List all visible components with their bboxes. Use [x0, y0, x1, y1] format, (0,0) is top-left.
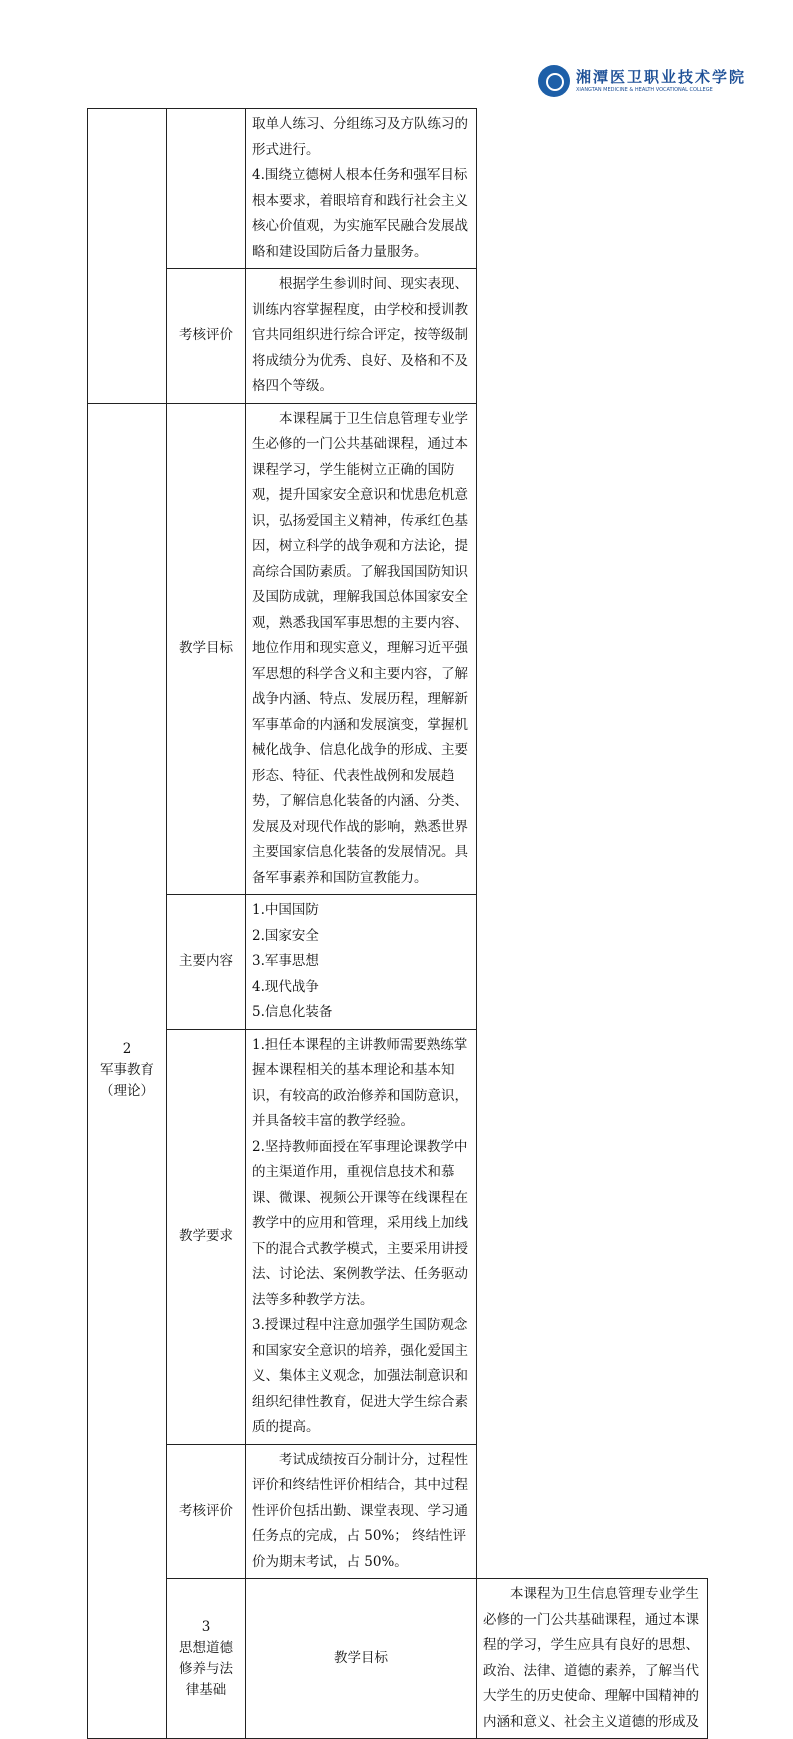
table-row	[88, 1029, 708, 1444]
text-line: 取单人练习、分组练习及方队练习的形式进行。	[252, 116, 468, 158]
logo-en: XIANGTAN MEDICINE & HEALTH VOCATIONAL COLLEGE	[576, 87, 713, 93]
assessment-text: 根据学生参训时间、现实表现、训练内容掌握程度，由学校和授训教官共同组织进行综合评定，按等级制将成绩分为优秀、良好、及格和不及格四个等级。	[252, 276, 468, 394]
table-row	[88, 1579, 708, 1739]
content-item: 2.国家安全	[252, 927, 319, 944]
label-assessment: 考核评价	[167, 269, 246, 404]
content-item: 1.中国国防	[252, 902, 319, 918]
label-objectives: 教学目标	[167, 403, 246, 895]
course-name: 军事教育	[100, 1062, 154, 1079]
content-item: 4.现代战争	[252, 978, 319, 995]
objectives-text: 本课程为卫生信息管理专业学生必修的一门公共基础课程，通过本课程的学习，学生应具有良好的思想、政治、法律、道德的素养，了解当代大学生的历史使命、理解中国精神的内涵和意义、社会主义道德的形成及	[483, 1586, 699, 1730]
label-cell	[167, 109, 246, 269]
course-cell-3	[167, 1579, 246, 1739]
curriculum-table	[87, 108, 708, 1739]
college-logo	[536, 63, 747, 103]
course-number: 2	[122, 1041, 132, 1058]
requirement-item: 1.担任本课程的主讲教师需要熟练掌握本课程相关的基本理论和基本知识，有较高的政治修养和国防意识，并具备较丰富的教学经验。	[252, 1036, 468, 1129]
requirement-item: 3.授课过程中注意加强学生国防观念和国家安全意识的培养，强化爱国主义、集体主义观念，加强法制意识和组织纪律性教育，促进大学生综合素质的提高。	[252, 1317, 468, 1435]
label-requirements: 教学要求	[167, 1029, 246, 1444]
course-cell-1	[88, 109, 167, 404]
course-number: 3	[201, 1618, 211, 1635]
assessment-text: 考试成绩按百分制计分，过程性评价和终结性评价相结合，其中过程性评价包括出勤、课堂表现、学习通任务点的完成，占 50%； 终结性评价为期末考试，占 50%。	[252, 1451, 468, 1570]
label-objectives: 教学目标	[246, 1579, 477, 1739]
course-cell-2	[88, 403, 167, 1739]
objectives-text: 本课程属于卫生信息管理专业学生必修的一门公共基础课程，通过本课程学习，学生能树立正确的国防观，提升国家安全意识和忧患危机意识，弘扬爱国主义精神，传承红色基因，树立科学的战争观和方法论，提高综合国防素质。了解我国国防知识及国防成就，理解我国总体国家安全观，熟悉我国军事思想的主要内容、地位作用和现实意义，理解习近平强军思想的科学含义和主要内容，了解战争内涵、特点、发展历程，理解新军事革命的内涵和发展演变，掌握机械化战争、信息化战争的形成、主要形态、特征、代表性战例和发展趋势，了解信息化装备的内涵、分类、发展及对现代作战的影响，熟悉世界主要国家信息化装备的发展情况。具备军事素养和国防宣教能力。	[252, 410, 468, 886]
table-row	[88, 269, 708, 404]
course-name: 思想道德修养与法律基础	[179, 1639, 233, 1698]
content-item: 3.军事思想	[252, 953, 319, 969]
college-seal-icon	[538, 65, 570, 97]
label-content: 主要内容	[167, 895, 246, 1030]
logo-cn: 湘潭医卫职业技术学院	[576, 68, 747, 86]
table-row	[88, 1444, 708, 1579]
text-line: 4.围绕立德树人根本任务和强军目标根本要求，着眼培育和践行社会主义核心价值观，为实施军民融合发展战略和建设国防后备力量服务。	[252, 167, 468, 260]
content-cell	[246, 109, 477, 269]
content-item: 5.信息化装备	[252, 1004, 333, 1020]
course-subtitle: （理论）	[100, 1083, 154, 1100]
table-row	[88, 109, 708, 269]
label-assessment: 考核评价	[167, 1444, 246, 1579]
table-row	[88, 895, 708, 1030]
requirement-item: 2.坚持教师面授在军事理论课教学中的主渠道作用，重视信息技术和慕课、微课、视频公开课等在线课程在教学中的应用和管理，采用线上加线下的混合式教学模式，主要采用讲授法、讨论法、案例教学法、任务驱动法等多种教学方法。	[252, 1138, 468, 1308]
table-row	[88, 403, 708, 895]
